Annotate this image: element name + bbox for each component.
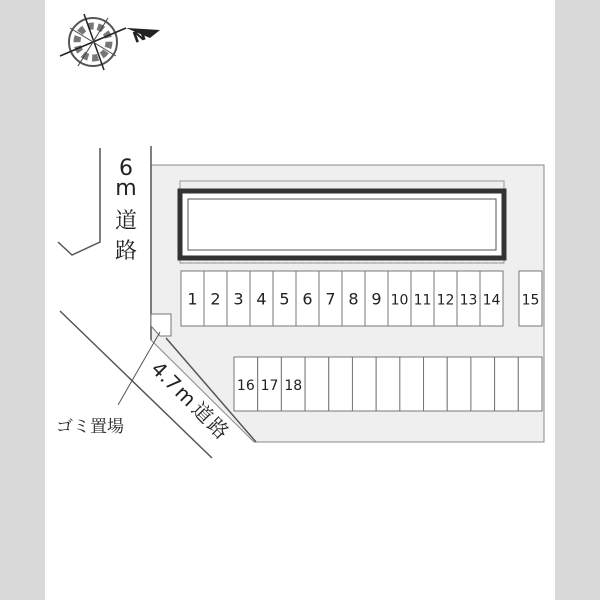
parking-stall-unnumbered-box <box>400 357 424 411</box>
parking-stall-11 <box>411 271 434 326</box>
parking-stall-unnumbered-box <box>376 357 400 411</box>
parking-stall-2 <box>204 271 227 326</box>
diagonal-road-name-1: 道 <box>186 397 219 429</box>
parking-stall-8-number: 8 <box>348 289 359 309</box>
parking-stall-14-number: 14 <box>482 292 501 309</box>
diagonal-road-name-2: 路 <box>202 412 234 444</box>
parking-stall-15 <box>519 271 542 326</box>
parking-stall-unnumbered-box <box>424 357 448 411</box>
parking-stall-unnumbered-box <box>305 357 329 411</box>
parking-stall-1 <box>181 271 204 326</box>
building-inner <box>188 199 496 250</box>
north-road-width: 6 <box>119 156 133 181</box>
parking-stall-3-number: 3 <box>233 289 244 309</box>
parking-stall-16 <box>234 357 258 411</box>
north-road-label <box>115 156 137 264</box>
parking-stall-17-number: 17 <box>260 378 279 394</box>
parking-stall-13 <box>457 271 480 326</box>
parking-stall-unnumbered-box <box>352 357 376 411</box>
parking-stall-unnumbered <box>400 357 424 411</box>
north-road-name-1: 道 <box>114 209 138 234</box>
parking-stall-6-number: 6 <box>302 289 313 309</box>
parking-stall-6 <box>296 271 319 326</box>
parking-stall-10-number: 10 <box>390 292 409 309</box>
parking-stall-12-number: 12 <box>436 292 455 309</box>
parking-stall-unnumbered <box>424 357 448 411</box>
compass-rose-icon <box>60 14 160 70</box>
parking-stall-7-number: 7 <box>325 289 336 309</box>
parking-stall-16-number: 16 <box>236 378 255 394</box>
parking-stall-unnumbered <box>376 357 400 411</box>
parking-stall-9 <box>365 271 388 326</box>
parking-stall-unnumbered <box>352 357 376 411</box>
parking-stall-4-number: 4 <box>256 289 267 309</box>
parking-stall-unnumbered-box <box>495 357 519 411</box>
parking-stall-8 <box>342 271 365 326</box>
parking-stall-4 <box>250 271 273 326</box>
parking-stall-unnumbered <box>447 357 471 411</box>
garbage-area-label: ゴミ置場 <box>56 417 124 437</box>
north-road-unit: m <box>115 176 137 201</box>
parking-stall-unnumbered <box>471 357 495 411</box>
parking-stall-2-number: 2 <box>210 289 221 309</box>
parking-stall-unnumbered <box>495 357 519 411</box>
parking-stall-unnumbered-box <box>518 357 542 411</box>
parking-stall-unnumbered-box <box>329 357 353 411</box>
parking-stall-unnumbered <box>305 357 329 411</box>
parking-stall-10 <box>388 271 411 326</box>
parking-stall-1-number: 1 <box>187 289 198 309</box>
north-label: N <box>130 25 149 47</box>
north-road-name-2: 路 <box>114 239 138 264</box>
parking-stall-7 <box>319 271 342 326</box>
parking-stall-18 <box>281 357 305 411</box>
parking-stall-5-number: 5 <box>279 289 290 309</box>
parking-stall-13-number: 13 <box>459 292 478 309</box>
diagonal-road-width: 4.7 <box>146 356 186 397</box>
parking-stall-18-number: 18 <box>284 378 303 394</box>
parking-stall-unnumbered-box <box>447 357 471 411</box>
parking-stall-unnumbered <box>518 357 542 411</box>
parking-stall-15-number: 15 <box>521 292 540 309</box>
diagonal-road-unit: m <box>170 380 202 412</box>
parking-stall-9-number: 9 <box>371 289 382 309</box>
parking-stall-14 <box>480 271 503 326</box>
parking-stall-unnumbered <box>329 357 353 411</box>
parking-stall-12 <box>434 271 457 326</box>
road-edge-west <box>58 148 100 255</box>
parking-stall-17 <box>258 357 282 411</box>
parking-stall-11-number: 11 <box>413 292 432 309</box>
parking-stall-unnumbered-box <box>471 357 495 411</box>
parking-stall-5 <box>273 271 296 326</box>
parking-stall-3 <box>227 271 250 326</box>
